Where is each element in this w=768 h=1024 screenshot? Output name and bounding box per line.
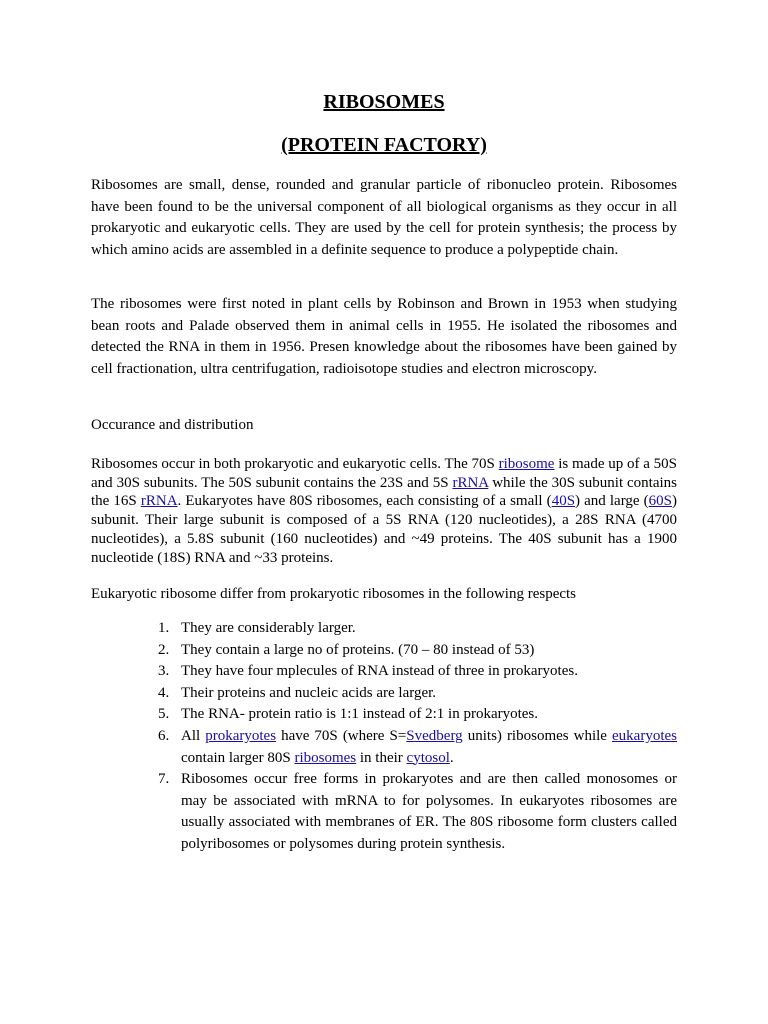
text-segment: units) ribosomes while bbox=[462, 727, 613, 744]
list-item-text: Ribosomes occur free forms in prokaryotes and are then called monosomes or may be associated with mRNA to for polysomes. In eukaryotes ribosomes are usually associated with membranes of ER. The 80S ribosome form clusters called polyribosomes or polysomes during protein synthesis. bbox=[181, 771, 677, 852]
link-ribosome[interactable]: ribosome bbox=[498, 456, 555, 472]
list-item bbox=[158, 661, 677, 683]
list-item-text: They have four mplecules of RNA instead of three in prokaryotes. bbox=[181, 663, 578, 680]
list-item-text: They are considerably larger. bbox=[181, 620, 356, 636]
link-rrna[interactable]: rRNA bbox=[452, 474, 489, 491]
distribution-paragraph bbox=[91, 455, 677, 567]
intro-paragraph: Ribosomes are small, dense, rounded and granular particle of ribonucleo protein. Ribosomes have been found to be the universal component of all biological organisms as they occur in all prokaryotic and eukaryotic cells. They are used by the cell for protein synthesis; the process by which amino acids are assembled in a definite sequence to produce a polypeptide chain. bbox=[91, 177, 677, 258]
text-segment: . Eukaryotes have 80S ribosomes, each consisting of a small ( bbox=[177, 493, 552, 510]
list-number: 2. bbox=[158, 641, 170, 658]
text-segment: have 70S (where S= bbox=[276, 727, 407, 744]
page-title: RIBOSOMES bbox=[323, 91, 445, 113]
text-segment: contain larger 80S bbox=[181, 749, 295, 766]
list-item-text: Their proteins and nucleic acids are larger. bbox=[181, 684, 437, 701]
list-item bbox=[158, 683, 677, 705]
link-svedberg[interactable]: Svedberg bbox=[406, 727, 463, 744]
text-segment: is made up of a 50S and 30S subunits. The 50S subunit contains the 23S and 5S bbox=[91, 456, 677, 491]
list-number: 5. bbox=[158, 706, 170, 723]
text-segment: while the 30S subunit contains the 16S bbox=[91, 474, 678, 510]
list-item-text: They contain a large no of proteins. (70 – 80 instead of 53) bbox=[181, 641, 535, 658]
link-60s[interactable]: 60S bbox=[648, 493, 672, 510]
list-number: 1. bbox=[158, 620, 170, 636]
link-cytosol[interactable]: cytosol bbox=[406, 749, 450, 766]
text-segment: . bbox=[449, 749, 454, 766]
page-subtitle: (PROTEIN FACTORY) bbox=[281, 134, 487, 156]
list-item bbox=[158, 769, 677, 855]
text-segment: All bbox=[181, 727, 206, 744]
list-item-text: The RNA- protein ratio is 1:1 instead of 2:1 in prokaryotes. bbox=[181, 706, 539, 723]
list-item bbox=[158, 704, 677, 726]
list-item bbox=[158, 640, 677, 662]
link-40s[interactable]: 40S bbox=[551, 493, 576, 510]
text-segment: in their bbox=[356, 749, 407, 766]
link-prokaryotes[interactable]: prokaryotes bbox=[205, 727, 277, 744]
list-number: 7. bbox=[158, 771, 170, 788]
differences-list bbox=[158, 618, 677, 856]
section-heading: Occurance and distribution bbox=[91, 417, 254, 433]
differences-intro: Eukaryotic ribosome differ from prokaryotic ribosomes in the following respects bbox=[91, 586, 577, 602]
text-segment: ) subunit. Their large subunit is composed of a 5S RNA (120 nucleotides), a 28S RNA (4700 nucleotides), a 5.8S subunit (160 nucleotides) and ~49 proteins. The 40S subunit has a 1900 nucleotide (18S) RNA and ~33 proteins. bbox=[91, 493, 677, 566]
list-number: 4. bbox=[158, 684, 170, 701]
list-number: 6. bbox=[158, 727, 170, 744]
link-eukaryotes[interactable]: eukaryotes bbox=[612, 727, 677, 744]
text-segment: ) and large ( bbox=[575, 493, 649, 510]
link-ribosomes[interactable]: ribosomes bbox=[294, 749, 357, 766]
list-item bbox=[158, 726, 677, 769]
link-rrna-2[interactable]: rRNA bbox=[140, 493, 178, 510]
list-item bbox=[158, 618, 677, 640]
history-paragraph: The ribosomes were first noted in plant cells by Robinson and Brown in 1953 when studying bean roots and Palade observed them in animal cells in 1955. He isolated the ribosomes and detected the RNA in them in 1956. Presen knowledge about the ribosomes have been gained by cell fractionation, ultra centrifugation, radioisotope studies and electron microscopy. bbox=[91, 296, 677, 377]
text-segment: Ribosomes occur in both prokaryotic and eukaryotic cells. The 70S bbox=[91, 456, 499, 472]
list-number: 3. bbox=[158, 663, 170, 680]
